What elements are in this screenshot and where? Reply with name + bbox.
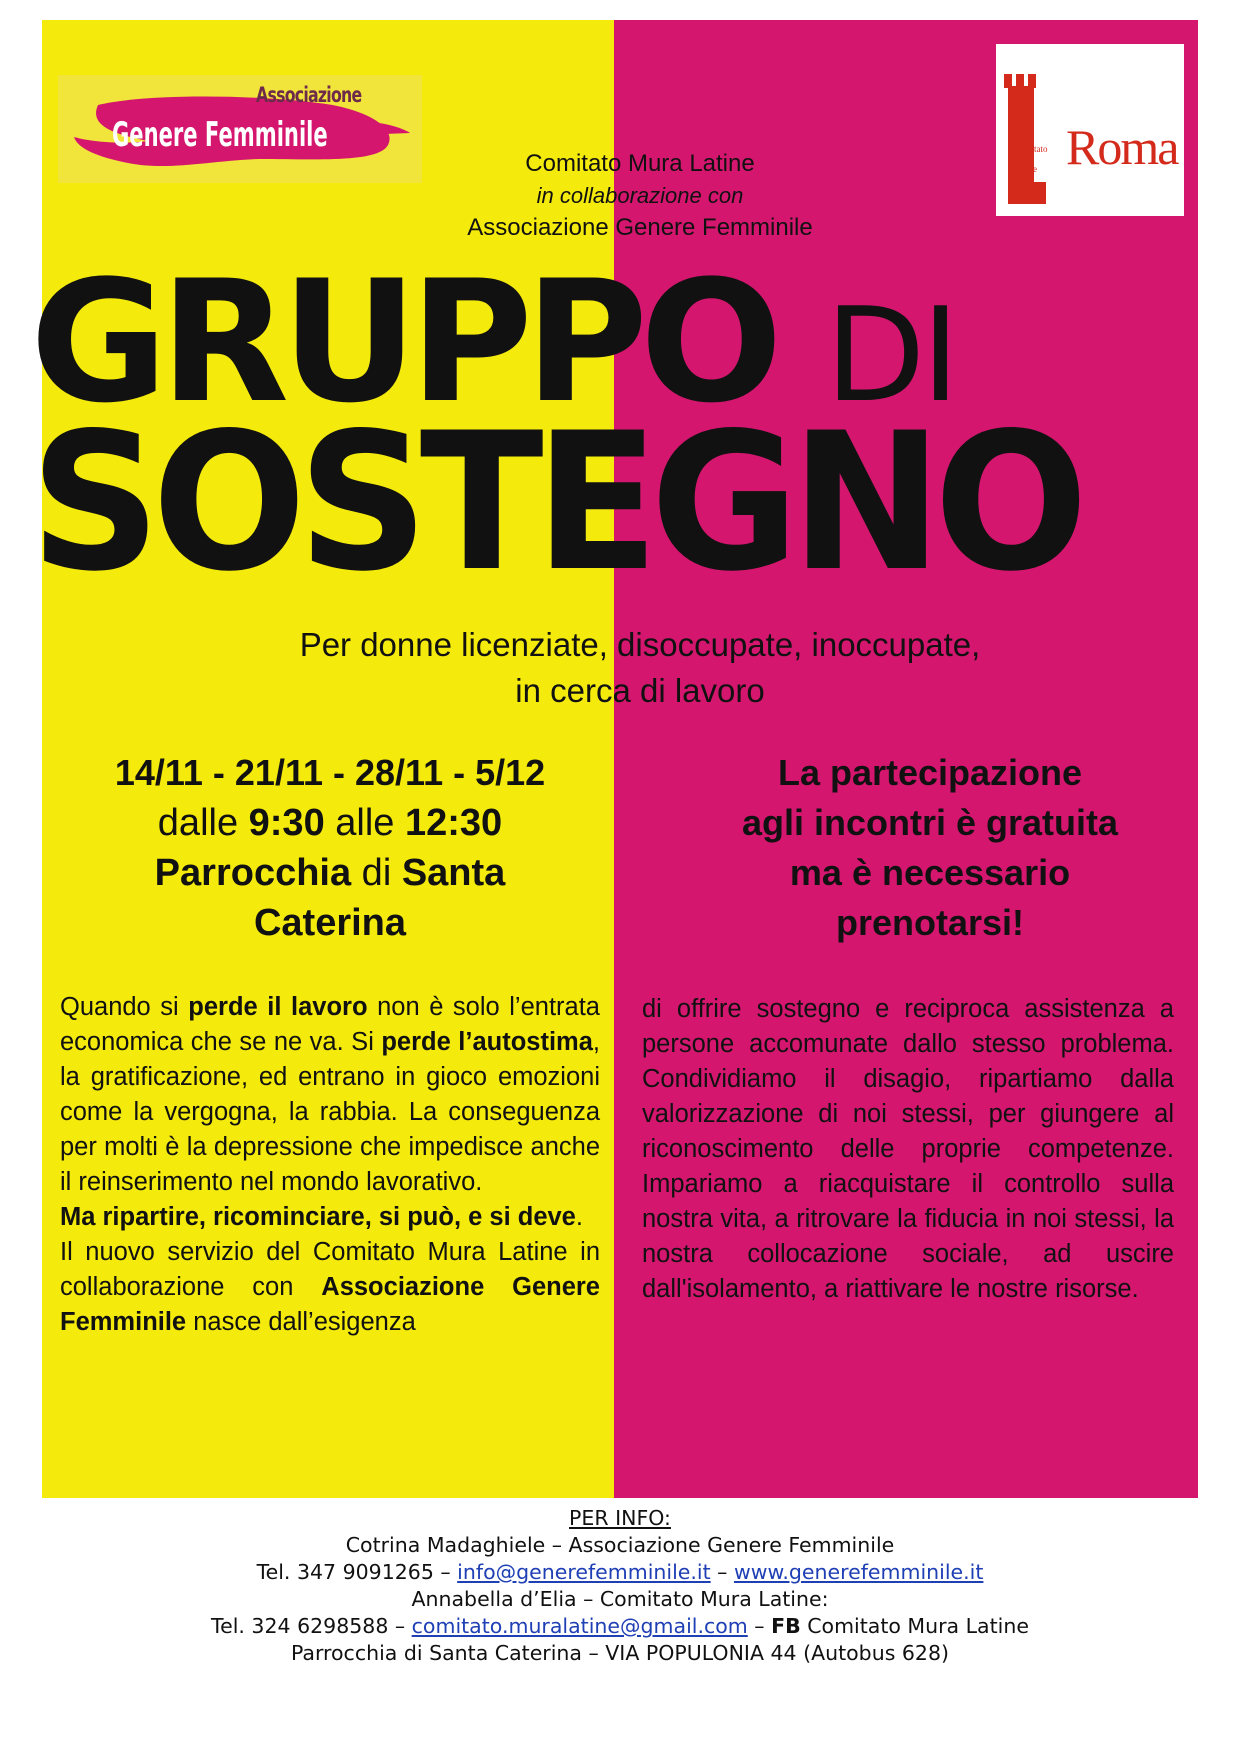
footer-tel-1: Tel. 347 9091265 – info@generefemminile.it – www.generefemminile.it [256, 1560, 984, 1584]
website-link-generefemminile[interactable]: www.generefemminile.it [733, 1560, 984, 1584]
participation-line-1: La partecipazione [777, 752, 1083, 793]
body-paragraph-1: Quando si perde il lavoro non è solo l’entrata economica che se ne va. Si perde l’autostima, la gratificazione, ed entrano in gioco emozioni come la vergogna, la rabbia. La conseguenza per molti è la depressione che impedisce anche il reinserimento nel mondo lavorativo. [60, 993, 600, 1196]
subtitle-line-2: in cerca di lavoro [515, 672, 765, 709]
participation-block [660, 748, 1200, 948]
body-paragraph-3: Il nuovo servizio del Comitato Mura Latine in collaborazione con Associazione Genere Femminile nasce dall’esigenza [60, 1238, 600, 1336]
body-text-right [642, 992, 1174, 1307]
body-text-left [60, 990, 600, 1340]
participation-line-3: ma è necessario [789, 852, 1071, 893]
participation-line-2: agli incontri è gratuita [741, 802, 1119, 843]
footer-contact-2: Annabella d’Elia – Comitato Mura Latine: [411, 1587, 829, 1611]
subtitle-line-1: Per donne licenziate, disoccupate, inoccupate, [299, 626, 981, 663]
email-link-muralatine[interactable]: comitato.muralatine@gmail.com [411, 1614, 748, 1638]
body-paragraph-4: di offrire sostegno e reciproca assistenza a persone accomunate dallo stesso problema. Condividiamo il disagio, ripartiamo dalla valorizzazione di noi stessi, per giungere al riconoscimento delle proprie competenze. Impariamo a riacquistare il controllo sulla nostra vita, a ritrovare la fiducia in noi stessi, la nostra collocazione sociale, ad uscire dall'isolamento, a riattivare le nostre risorse. [642, 995, 1174, 1303]
meeting-place-line-2: Caterina [253, 902, 407, 944]
roma-logo [996, 44, 1184, 216]
roma-logo-text: Roma [1066, 119, 1178, 175]
title-line-2: SOSTEGNO [30, 392, 1080, 613]
subtitle [200, 622, 1080, 714]
footer-tel-2: Tel. 324 6298588 – comitato.muralatine@gmail.com – FB Comitato Mura Latine [211, 1614, 1029, 1638]
footer-contact-1: Cotrina Madaghiele – Associazione Genere Femminile [345, 1533, 895, 1557]
body-paragraph-2: Ma ripartire, ricominciare, si può, e si deve. [60, 1203, 583, 1231]
participation-line-4: prenotarsi! [835, 902, 1025, 943]
title-word-gruppo: GRUPPO [30, 244, 775, 440]
footer-contacts [0, 1505, 1240, 1667]
roma-l-icon [1004, 74, 1046, 204]
email-link-generefemminile[interactable]: info@generefemminile.it [457, 1560, 711, 1584]
meeting-dates: 14/11 - 21/11 - 28/11 - 5/12 [114, 752, 546, 793]
logo-association-text: Associazione [256, 83, 362, 107]
schedule-block [60, 748, 600, 948]
organizer-committee: Comitato Mura Latine [525, 150, 755, 177]
associazione-genere-femminile-logo [58, 75, 422, 183]
footer-address: Parrocchia di Santa Caterina – VIA POPULONIA 44 (Autobus 628) [290, 1641, 950, 1665]
meeting-place: Parrocchia di Santa [154, 852, 506, 894]
organizer-association: Associazione Genere Femminile [467, 214, 813, 241]
meeting-time: dalle 9:30 alle 12:30 [157, 802, 503, 844]
footer-heading: PER INFO: [569, 1506, 671, 1530]
logo-genere-femminile-text: Genere Femminile [112, 115, 328, 155]
roma-logo-caption: Comitato Mura Latine [1014, 144, 1048, 174]
organizer-collaboration: in collaborazione con [536, 183, 744, 208]
organizers-block [380, 148, 900, 244]
title-word-di: DI [825, 279, 956, 431]
